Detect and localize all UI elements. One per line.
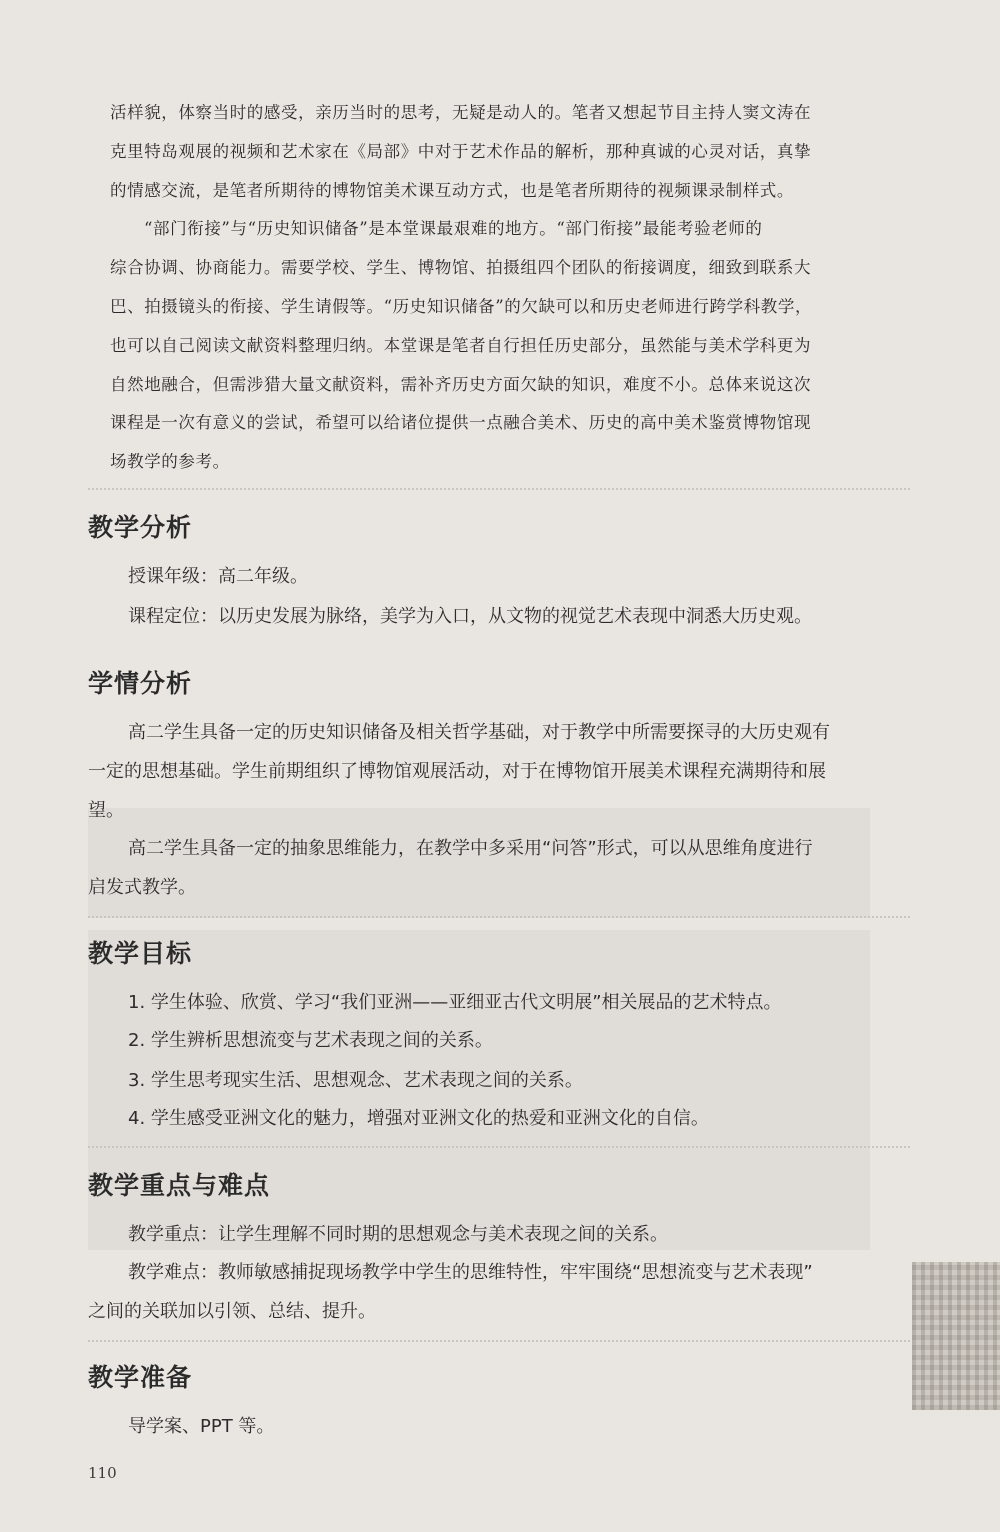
text-line: 高二学生具备一定的抽象思维能力，在教学中多采用“问答”形式，可以从思维角度进行 (128, 838, 813, 859)
text-line: 一定的思想基础。学生前期组织了博物馆观展活动，对于在博物馆开展美术课程充满期待和展 (88, 761, 826, 782)
positioning-text: 课程定位：以历史发展为脉络，美学为入口，从文物的视觉艺术表现中洞悉大历史观。 (128, 606, 812, 627)
text-line: 高二学生具备一定的历史知识储备及相关哲学基础，对于教学中所需要探寻的大历史观有 (128, 722, 830, 743)
section-heading-analysis: 教学分析 (88, 513, 193, 542)
text-line: 巴、拍摄镜头的衔接、学生请假等。“历史知识储备”的欠缺可以和历史老师进行跨学科教学， (110, 296, 813, 316)
section-heading-learner: 学情分析 (88, 669, 193, 698)
text-line: 启发式教学。 (88, 877, 196, 898)
text-line: 自然地融合，但需涉猎大量文献资料，需补齐历史方面欠缺的知识，难度不小。总体来说这次 (110, 374, 812, 394)
difficulty-text: 之间的关联加以引领、总结、提升。 (88, 1301, 376, 1322)
qr-code-bleed (912, 1262, 1000, 1410)
text-line: “部门衔接”与“历史知识储备”是本堂课最艰难的地方。“部门衔接”最能考验老师的 (144, 219, 763, 239)
difficulty-text: 教学难点：教师敏感捕捉现场教学中学生的思维特性，牢牢围绕“思想流变与艺术表现” (128, 1262, 813, 1283)
goal-item: 1. 学生体验、欣赏、学习“我们亚洲——亚细亚古代文明展”相关展品的艺术特点。 (128, 992, 782, 1013)
text-line: 综合协调、协商能力。需要学校、学生、博物馆、拍摄组四个团队的衔接调度，细致到联系大 (110, 258, 812, 278)
divider (88, 488, 910, 490)
key-point-text: 教学重点：让学生理解不同时期的思想观念与美术表现之间的关系。 (128, 1224, 668, 1245)
section-heading-goals: 教学目标 (88, 939, 193, 968)
divider (88, 1340, 910, 1342)
text-line: 场教学的参考。 (110, 452, 230, 472)
section-heading-focus: 教学重点与难点 (88, 1171, 271, 1200)
text-line: 活样貌，体察当时的感受，亲历当时的思考，无疑是动人的。笔者又想起节目主持人窦文涛在 (110, 103, 812, 122)
goal-item: 4. 学生感受亚洲文化的魅力，增强对亚洲文化的热爱和亚洲文化的自信。 (128, 1108, 709, 1129)
goal-item: 3. 学生思考现实生活、思想观念、艺术表现之间的关系。 (128, 1070, 583, 1091)
preparation-text: 导学案、PPT 等。 (128, 1416, 275, 1437)
text-line: 也可以自己阅读文献资料整理归纳。本堂课是笔者自行担任历史部分，虽然能与美术学科更为 (110, 335, 812, 355)
goal-item: 2. 学生辨析思想流变与艺术表现之间的关系。 (128, 1030, 493, 1051)
text-line: 的情感交流，是笔者所期待的博物馆美术课互动方式，也是笔者所期待的视频课录制样式。 (110, 180, 794, 200)
grade-text: 授课年级：高二年级。 (128, 566, 308, 587)
text-line: 望。 (88, 800, 124, 821)
divider (88, 1146, 910, 1148)
page-number: 110 (88, 1464, 117, 1482)
text-line: 课程是一次有意义的尝试，希望可以给诸位提供一点融合美术、历史的高中美术鉴赏博物馆现 (110, 413, 812, 433)
text-line: 克里特岛观展的视频和艺术家在《局部》中对于艺术作品的解析，那种真诚的心灵对话，真挚 (110, 141, 812, 161)
paper-shade (88, 808, 870, 918)
intro-text (110, 94, 910, 482)
section-heading-preparation: 教学准备 (88, 1363, 193, 1392)
divider (88, 916, 910, 918)
